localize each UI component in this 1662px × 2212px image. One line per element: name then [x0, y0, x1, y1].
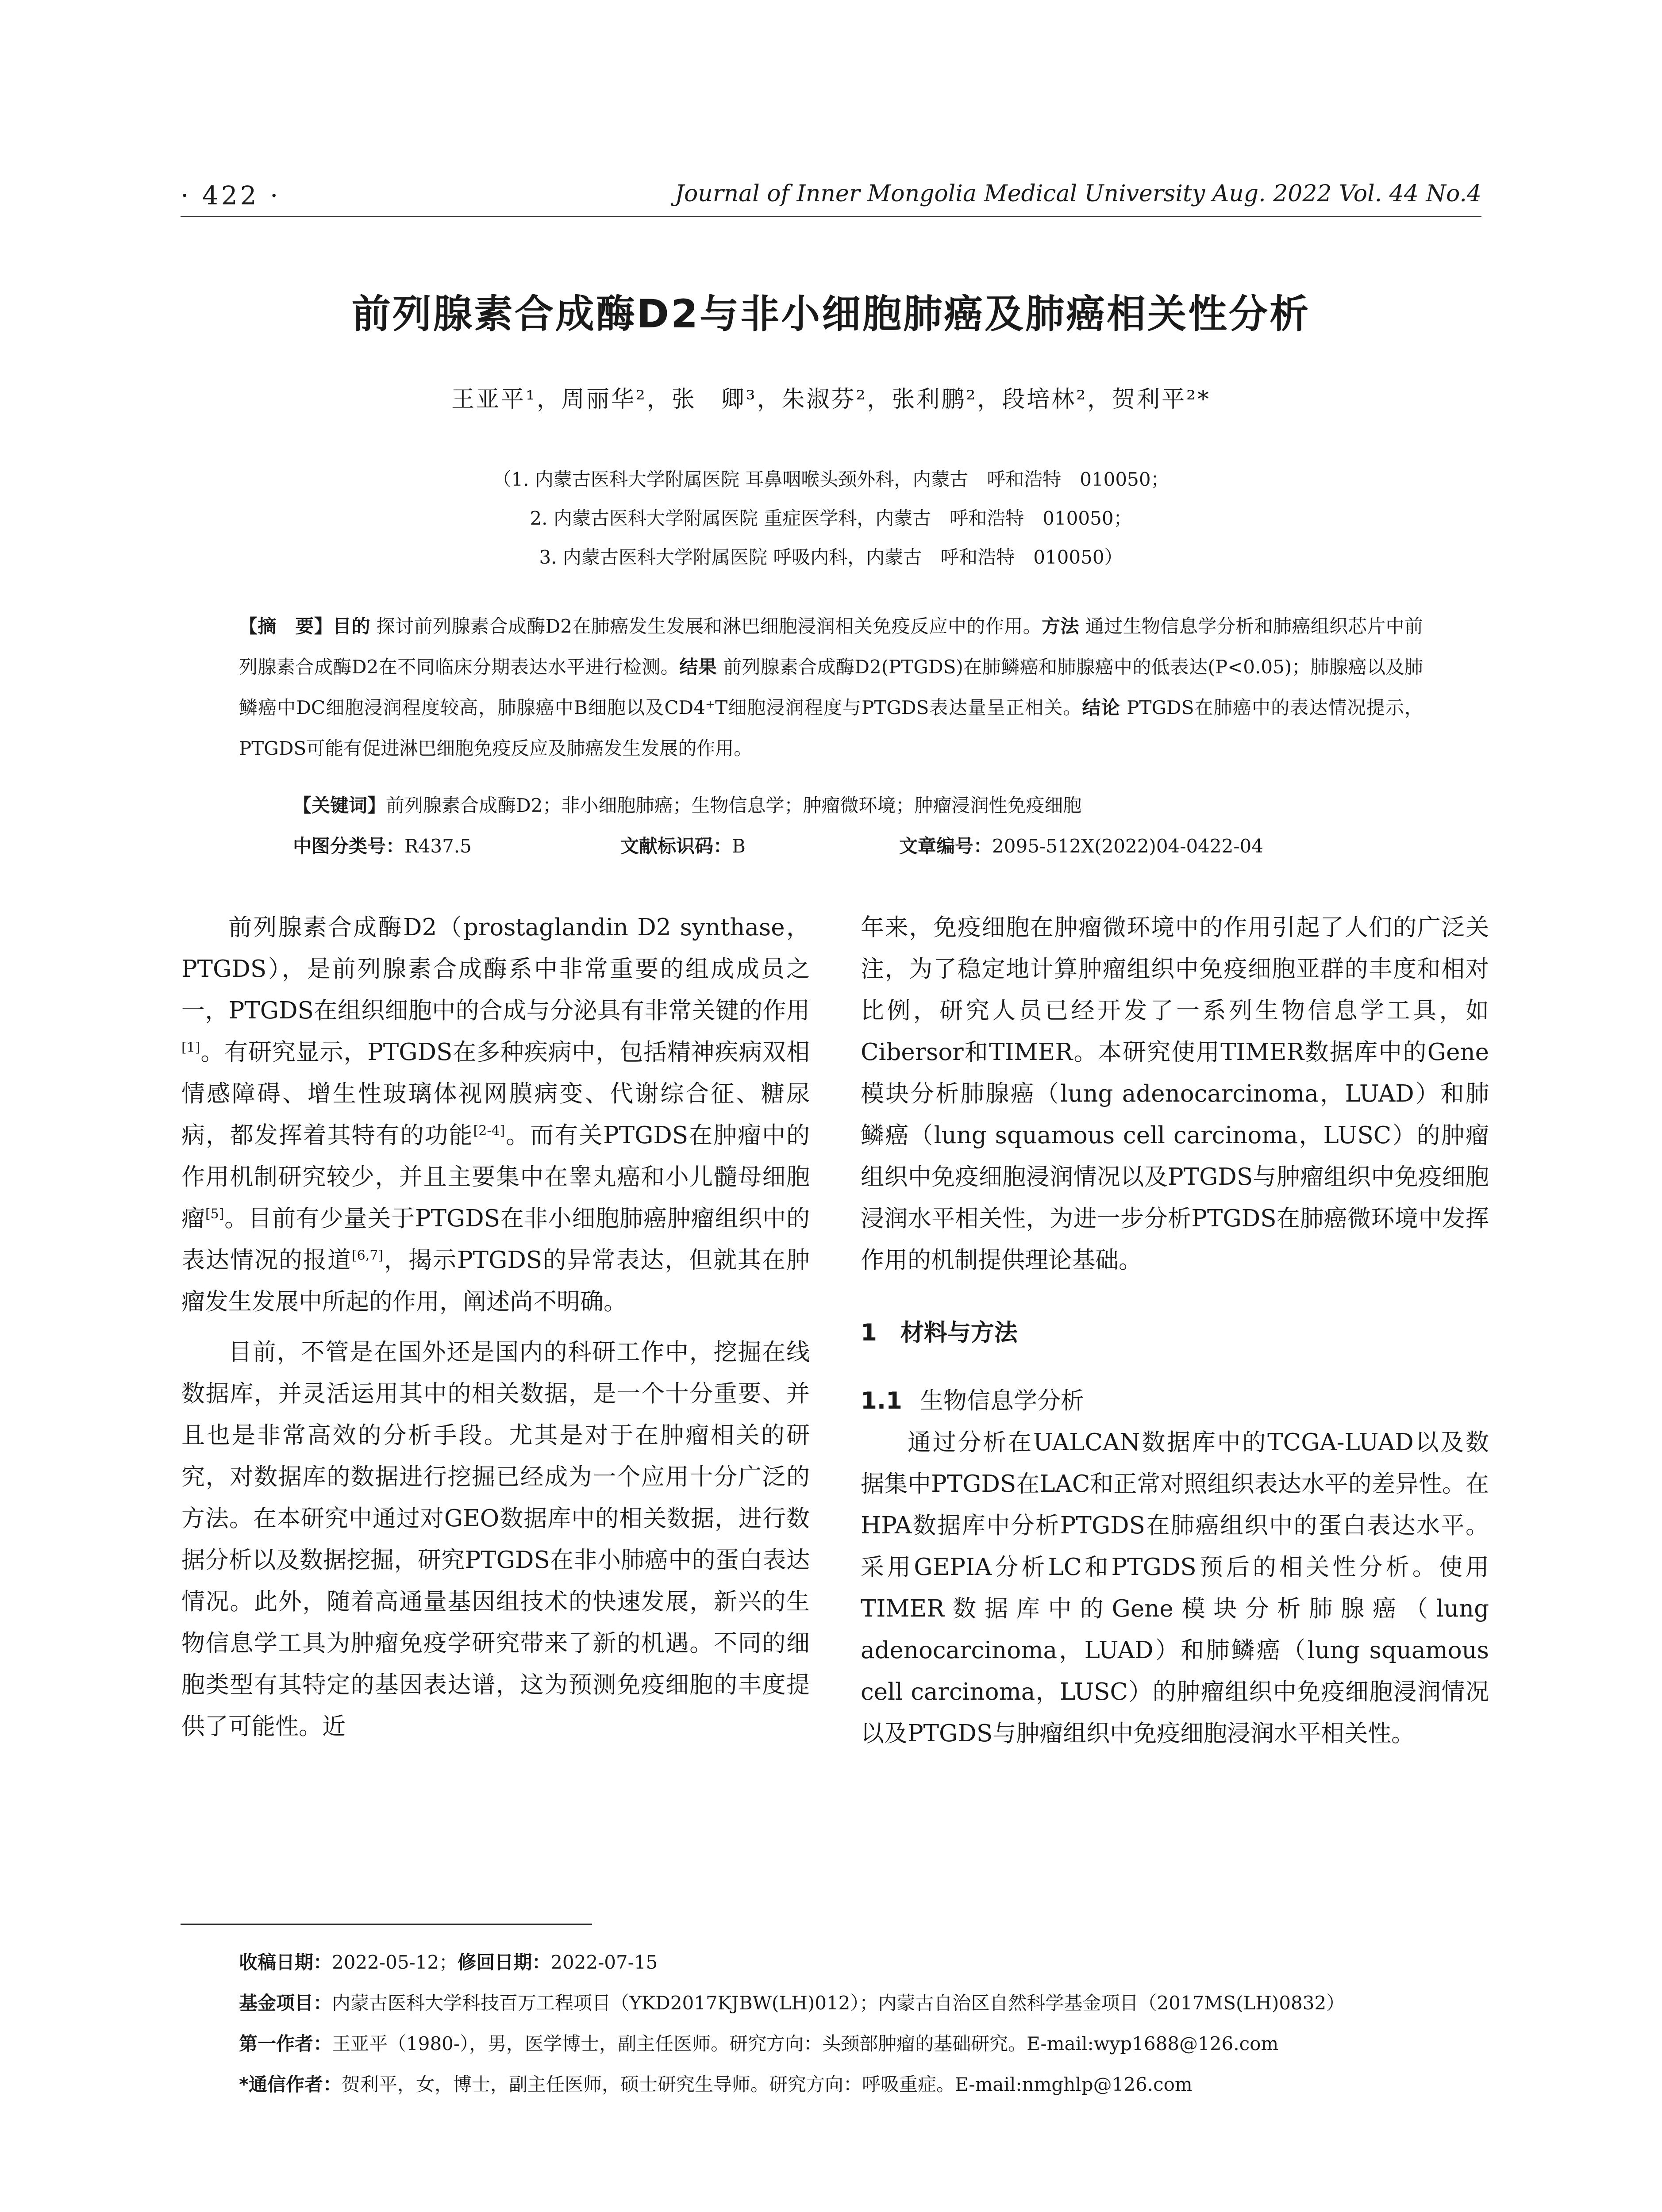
document-code	[620, 832, 746, 858]
revised-label: 修回日期：	[458, 1951, 551, 1973]
footnotes	[239, 1942, 1529, 2105]
affiliations	[177, 460, 1485, 577]
conclusion-text: PTGDS在肺癌中的表达情况提示，PTGDS可能有促进淋巴细胞免疫反应及肺癌发生发展的作用。	[239, 697, 1423, 759]
intro-text-1: 前列腺素合成酶D2（prostaglandin D2 synthase，PTGDS），是前列腺素合成酶系中非常重要的组成成员之一，PTGDS在组织细胞中的合成与分泌具有非常关键的作用	[181, 914, 810, 1024]
citation-6-7: [6,7]	[351, 1248, 384, 1263]
header-divider	[181, 216, 1481, 217]
section-heading-1: 1 材料与方法	[861, 1319, 1018, 1346]
paper-title: 前列腺素合成酶D2与非小细胞肺癌及肺癌相关性分析	[351, 291, 1311, 337]
corresponding-author-text: 贺利平，女，博士，副主任医师，硕士研究生导师。研究方向：呼吸重症。E-mail:nmghlp@126.com	[341, 2074, 1193, 2095]
results-text: 前列腺素合成酶D2(PTGDS)在肺鳞癌和肺腺癌中的低表达(P<0.05)；肺腺癌以及肺鳞癌中DC细胞浸润程度较高，肺腺癌中B细胞以及CD4⁺T细胞浸润程度与PTGDS表达量呈正相关。	[239, 656, 1423, 718]
received-label: 收稿日期：	[239, 1951, 332, 1973]
first-author-info	[239, 2024, 1529, 2064]
journal-header: Journal of Inner Mongolia Medical University Aug. 2022 Vol. 44 No.4	[675, 180, 1481, 207]
revised-date: 2022-07-15	[550, 1951, 658, 1973]
affiliation-1: （1. 内蒙古医科大学附属医院 耳鼻咽喉头颈外科，内蒙古 呼和浩特 010050；	[492, 469, 1170, 490]
affiliation-3: 3. 内蒙古医科大学附属医院 呼吸内科，内蒙古 呼和浩特 010050）	[539, 546, 1123, 568]
article-number	[899, 832, 1263, 858]
subsection-number: 1.1	[861, 1387, 902, 1414]
subsection-title: 生物信息学分析	[919, 1387, 1084, 1414]
methods-text: 通过生物信息学分析和肺癌组织芯片中前列腺素合成酶D2在不同临床分期表达水平进行检测。	[239, 615, 1423, 678]
intro-text-4: 。目前有少量关于PTGDS在非小细胞肺癌肿瘤组织中的表达情况的报道	[181, 1205, 810, 1274]
paragraph-intro	[181, 907, 810, 1323]
article-number-label: 文章编号：	[899, 835, 993, 857]
first-author-label: 第一作者：	[239, 2033, 332, 2055]
paragraph-continued: 年来，免疫细胞在肿瘤微环境中的作用引起了人们的广泛关注，为了稳定地计算肿瘤组织中免疫细胞亚群的丰度和相对比例，研究人员已经开发了一系列生物信息学工具，如Cibersor和TIMER。本研究使用TIMER数据库中的Gene模块分析肺腺癌（lung adenocarcinoma，LUAD）和肺鳞癌（lung squamous cell carcinoma，LUSC）的肿瘤组织中免疫细胞浸润情况以及PTGDS与肿瘤组织中免疫细胞浸润水平相关性，为进一步分析PTGDS在肺癌微环境中发挥作用的机制提供理论基础。	[861, 914, 1489, 1274]
paragraph-methods: 通过分析在UALCAN数据库中的TCGA-LUAD以及数据集中PTGDS在LAC和正常对照组织表达水平的差异性。在HPA数据库中分析PTGDS在肺癌组织中的蛋白表达水平。采用GEPIA分析LC和PTGDS预后的相关性分析。使用TIMER数据库中的Gene模块分析肺腺癌（lung adenocarcinoma，LUAD）和肺鳞癌（lung squamous cell carcinoma，LUSC）的肿瘤组织中免疫细胞浸润情况以及PTGDS与肿瘤组织中免疫细胞浸润水平相关性。	[861, 1429, 1489, 1747]
objective-label: 目的	[333, 615, 370, 637]
fund-info	[239, 1983, 1529, 2024]
citation-2-4: [2-4]	[473, 1123, 505, 1139]
intro-text-5: ，揭示PTGDS的异常表达，但就其在肿瘤发生发展中所起的作用，阐述尚不明确。	[181, 1247, 810, 1315]
clc-value: R437.5	[404, 835, 472, 857]
conclusion-label: 结论	[1082, 697, 1120, 718]
received-date: 2022-05-12；	[332, 1951, 458, 1973]
keywords	[293, 791, 1423, 818]
affiliation-2: 2. 内蒙古医科大学附属医院 重症医学科，内蒙古 呼和浩特 010050；	[530, 507, 1132, 529]
keywords-text: 前列腺素合成酶D2；非小细胞肺癌；生物信息学；肿瘤微环境；肿瘤浸润性免疫细胞	[386, 795, 1082, 816]
paragraph-background: 目前，不管是在国外还是国内的科研工作中，挖掘在线数据库，并灵活运用其中的相关数据，是一个十分重要、并且也是非常高效的分析手段。尤其是对于在肿瘤相关的研究，对数据库的数据进行挖掘已经成为一个应用十分广泛的方法。在本研究中通过对GEO数据库中的相关数据，进行数据分析以及数据挖掘，研究PTGDS在非小肺癌中的蛋白表达情况。此外，随着高通量基因组技术的快速发展，新兴的生物信息学工具为肿瘤免疫学研究带来了新的机遇。不同的细胞类型有其特定的基因表达谱，这为预测免疫细胞的丰度提供了可能性。近	[181, 1339, 810, 1740]
article-number-value: 2095-512X(2022)04-0422-04	[992, 835, 1263, 857]
abstract	[239, 606, 1423, 769]
page-number: · 422 ·	[181, 180, 281, 211]
clc-number	[293, 832, 472, 858]
corresponding-author-info	[239, 2064, 1529, 2105]
received-dates	[239, 1942, 1529, 1983]
body-column-left	[181, 907, 810, 1747]
objective-text: 探讨前列腺素合成酶D2在肺癌发生发展和淋巴细胞浸润相关免疫反应中的作用。	[370, 615, 1042, 637]
corresponding-author-label: *通信作者：	[239, 2074, 342, 2095]
abstract-label: 【摘 要】	[239, 615, 333, 637]
doc-code-value: B	[732, 835, 746, 857]
keywords-label: 【关键词】	[293, 795, 386, 816]
citation-1: [1]	[181, 1040, 200, 1056]
intro-text-2: 。有研究显示，PTGDS在多种疾病中，包括精神疾病双相情感障碍、增生性玻璃体视网膜病变、代谢综合征、糖尿病，都发挥着其特有的功能	[181, 1039, 810, 1149]
section-heading-1-1	[861, 1380, 1489, 1422]
intro-text-3: 。而有关PTGDS在肿瘤中的作用机制研究较少，并且主要集中在睾丸癌和小儿髓母细胞瘤	[181, 1122, 810, 1232]
methods-label: 方法	[1042, 615, 1079, 637]
fund-label: 基金项目：	[239, 1992, 332, 2014]
doc-code-label: 文献标识码：	[620, 835, 732, 857]
first-author-text: 王亚平（1980-），男，医学博士，副主任医师。研究方向：头颈部肿瘤的基础研究。E-mail:wyp1688@126.com	[332, 2033, 1279, 2055]
citation-5: [5]	[205, 1206, 224, 1222]
results-label: 结果	[679, 656, 717, 678]
clc-label: 中图分类号：	[293, 835, 405, 857]
footnote-divider	[181, 1924, 592, 1925]
author-list: 王亚平¹，周丽华²，张 卿³，朱淑芬²，张利鹏²，段培林²，贺利平²*	[451, 386, 1211, 413]
fund-text: 内蒙古医科大学科技百万工程项目（YKD2017KJBW(LH)012）；内蒙古自治区自然科学基金项目（2017MS(LH)0832）	[332, 1992, 1345, 2014]
body-column-right	[861, 907, 1489, 1755]
